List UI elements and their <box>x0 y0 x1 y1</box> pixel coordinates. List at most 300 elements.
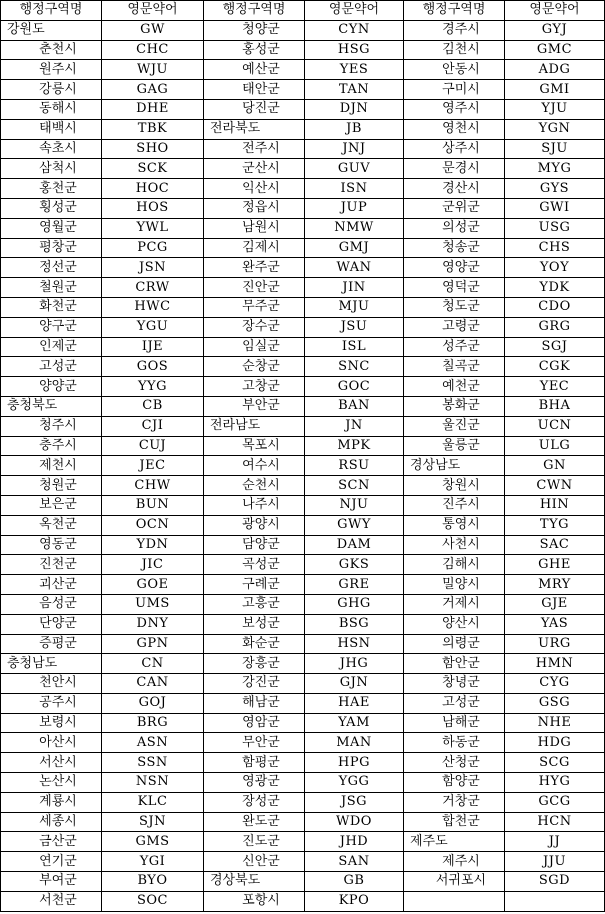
region-code-cell: HWC <box>102 297 204 317</box>
region-code-cell: IJE <box>102 337 204 357</box>
table-row <box>1 436 605 456</box>
region-name-cell: 평창군 <box>1 238 102 258</box>
table-row <box>1 891 605 911</box>
region-code-cell: BAN <box>305 396 404 416</box>
table-row <box>1 832 605 852</box>
region-name-cell: 연기군 <box>1 852 102 872</box>
table-row <box>1 575 605 595</box>
region-code-cell: SAC <box>505 535 605 555</box>
table-row <box>1 773 605 793</box>
region-code-cell: SCG <box>505 753 605 773</box>
region-name-cell: 보은군 <box>1 495 102 515</box>
region-name-cell: 삼척시 <box>1 159 102 179</box>
region-name-cell: 고창군 <box>204 377 305 397</box>
region-code-cell: GYJ <box>505 20 605 40</box>
region-code-cell: MAN <box>305 733 404 753</box>
region-code-cell: UCN <box>505 416 605 436</box>
region-name-cell: 무안군 <box>204 733 305 753</box>
region-code-cell: ADG <box>505 60 605 80</box>
region-code-cell: RSU <box>305 456 404 476</box>
region-code-cell: HPG <box>305 753 404 773</box>
region-name-cell: 충주시 <box>1 436 102 456</box>
province-code-cell: GW <box>102 20 204 40</box>
region-code-cell: NMW <box>305 218 404 238</box>
region-name-cell: 화순군 <box>204 634 305 654</box>
region-code-cell: GOE <box>102 575 204 595</box>
region-code-cell: HAE <box>305 693 404 713</box>
region-name-cell: 성주군 <box>404 337 505 357</box>
region-name-cell: 원주시 <box>1 60 102 80</box>
region-name-cell: 광양시 <box>204 515 305 535</box>
region-name-cell: 영덕군 <box>404 278 505 298</box>
region-name-cell: 동해시 <box>1 99 102 119</box>
region-code-cell: GCG <box>505 792 605 812</box>
region-name-cell: 장수군 <box>204 317 305 337</box>
region-name-cell: 횡성군 <box>1 198 102 218</box>
region-name-cell: 강릉시 <box>1 80 102 100</box>
region-name-cell: 의령군 <box>404 634 505 654</box>
region-name-cell: 영동군 <box>1 535 102 555</box>
header-region-name-3: 행정구역명 <box>404 1 505 21</box>
region-name-cell: 울진군 <box>404 416 505 436</box>
region-code-cell: GMJ <box>305 238 404 258</box>
region-name-cell: 공주시 <box>1 693 102 713</box>
region-code-cell: CHS <box>505 238 605 258</box>
region-code-cell: URG <box>505 634 605 654</box>
region-code-cell: CRW <box>102 278 204 298</box>
region-code-cell: YGU <box>102 317 204 337</box>
region-code-cell: MJU <box>305 297 404 317</box>
region-name-cell: 구미시 <box>404 80 505 100</box>
table-row <box>1 713 605 733</box>
region-code-cell: BUN <box>102 495 204 515</box>
region-code-cell: GPN <box>102 634 204 654</box>
region-name-cell: 창녕군 <box>404 674 505 694</box>
region-code-cell: HMN <box>505 654 605 674</box>
region-code-cell: SSN <box>102 753 204 773</box>
header-region-name-1: 행정구역명 <box>1 1 102 21</box>
table-row <box>1 654 605 674</box>
region-name-cell: 신안군 <box>204 852 305 872</box>
region-name-cell: 진도군 <box>204 832 305 852</box>
region-code-cell: NHE <box>505 713 605 733</box>
region-code-cell: GOC <box>305 377 404 397</box>
table-row <box>1 198 605 218</box>
region-name-cell: 남원시 <box>204 218 305 238</box>
region-name-cell: 나주시 <box>204 495 305 515</box>
region-code-cell: MPK <box>305 436 404 456</box>
region-name-cell: 진안군 <box>204 278 305 298</box>
header-region-name-2: 행정구역명 <box>204 1 305 21</box>
region-code-cell: HSG <box>305 40 404 60</box>
region-name-cell: 울릉군 <box>404 436 505 456</box>
region-name-cell: 고령군 <box>404 317 505 337</box>
table-row <box>1 872 605 892</box>
table-row <box>1 614 605 634</box>
region-name-cell: 정읍시 <box>204 198 305 218</box>
region-code-cell: JHD <box>305 832 404 852</box>
region-code-cell: CHW <box>102 476 204 496</box>
region-code-cell: ISL <box>305 337 404 357</box>
region-code-cell: CHC <box>102 40 204 60</box>
region-name-cell: 청도군 <box>404 297 505 317</box>
region-code-cell: JSN <box>102 258 204 278</box>
table-row <box>1 396 605 416</box>
region-code-cell: GYS <box>505 179 605 199</box>
region-code-cell: UMS <box>102 594 204 614</box>
table-row <box>1 456 605 476</box>
region-code-cell: CAN <box>102 674 204 694</box>
region-name-cell: 고흥군 <box>204 594 305 614</box>
table-row <box>1 555 605 575</box>
region-code-cell: HDG <box>505 733 605 753</box>
region-name-cell: 진천군 <box>1 555 102 575</box>
region-name-cell: 의성군 <box>404 218 505 238</box>
region-name-cell: 김해시 <box>404 555 505 575</box>
region-code-cell: YDN <box>102 535 204 555</box>
region-name-cell: 아산시 <box>1 733 102 753</box>
region-name-cell: 봉화군 <box>404 396 505 416</box>
region-code-cell: DJN <box>305 99 404 119</box>
region-name-cell: 전주시 <box>204 139 305 159</box>
region-name-cell: 합천군 <box>404 812 505 832</box>
region-name-cell: 익산시 <box>204 179 305 199</box>
region-code-cell: TBK <box>102 119 204 139</box>
province-code-cell: GB <box>305 872 404 892</box>
region-code-cell: GWY <box>305 515 404 535</box>
region-code-cell: YDK <box>505 278 605 298</box>
region-code-cell: HCN <box>505 812 605 832</box>
region-code-cell: CGK <box>505 357 605 377</box>
region-code-cell: JEC <box>102 456 204 476</box>
region-name-cell: 장흥군 <box>204 654 305 674</box>
region-name-cell: 김천시 <box>404 40 505 60</box>
region-code-cell: YGG <box>305 773 404 793</box>
region-code-cell: JSG <box>305 792 404 812</box>
region-code-cell: DNY <box>102 614 204 634</box>
province-code-cell: GN <box>505 456 605 476</box>
region-code-cell: CJI <box>102 416 204 436</box>
region-code-cell: CUJ <box>102 436 204 456</box>
region-name-cell: 진주시 <box>404 495 505 515</box>
table-row <box>1 60 605 80</box>
region-name-cell: 산청군 <box>404 753 505 773</box>
region-code-cell: MRY <box>505 575 605 595</box>
region-name-cell: 문경시 <box>404 159 505 179</box>
region-name-cell: 부안군 <box>204 396 305 416</box>
region-name-cell: 예산군 <box>204 60 305 80</box>
region-name-cell: 사천시 <box>404 535 505 555</box>
table-row <box>1 20 605 40</box>
region-name-cell: 속초시 <box>1 139 102 159</box>
region-code-cell: SCK <box>102 159 204 179</box>
region-name-cell: 김제시 <box>204 238 305 258</box>
region-code-cell: GJN <box>305 674 404 694</box>
region-code-cell: SHO <box>102 139 204 159</box>
province-name-cell: 전라남도 <box>204 416 305 436</box>
region-code-cell: YWL <box>102 218 204 238</box>
region-name-cell: 상주시 <box>404 139 505 159</box>
region-code-cell: JSU <box>305 317 404 337</box>
region-code-cell: JIN <box>305 278 404 298</box>
region-name-cell: 영양군 <box>404 258 505 278</box>
table-row <box>1 317 605 337</box>
region-name-cell: 부여군 <box>1 872 102 892</box>
region-name-cell: 영월군 <box>1 218 102 238</box>
region-code-cell: GRG <box>505 317 605 337</box>
region-code-cell: ULG <box>505 436 605 456</box>
region-code-cell: GMI <box>505 80 605 100</box>
table-row <box>1 99 605 119</box>
table-row <box>1 535 605 555</box>
region-name-cell: 통영시 <box>404 515 505 535</box>
region-name-cell: 영주시 <box>404 99 505 119</box>
region-name-cell: 함평군 <box>204 753 305 773</box>
region-name-cell: 철원군 <box>1 278 102 298</box>
region-code-cell: HSN <box>305 634 404 654</box>
region-code-cell: CYG <box>505 674 605 694</box>
region-code-cell: USG <box>505 218 605 238</box>
region-name-cell: 군산시 <box>204 159 305 179</box>
table-row <box>1 297 605 317</box>
table-row <box>1 495 605 515</box>
region-name-cell: 남해군 <box>404 713 505 733</box>
table-row <box>1 238 605 258</box>
region-name-cell: 하동군 <box>404 733 505 753</box>
region-code-cell: WAN <box>305 258 404 278</box>
region-code-cell: JNJ <box>305 139 404 159</box>
province-code-cell: JN <box>305 416 404 436</box>
region-name-cell: 태백시 <box>1 119 102 139</box>
region-code-cell: BRG <box>102 713 204 733</box>
table-row <box>1 416 605 436</box>
table-row <box>1 278 605 298</box>
region-code-cell: HOC <box>102 179 204 199</box>
region-name-cell: 구례군 <box>204 575 305 595</box>
region-code-cell: ISN <box>305 179 404 199</box>
province-code-cell: CN <box>102 654 204 674</box>
region-code-cell: MYG <box>505 159 605 179</box>
province-name-cell: 강원도 <box>1 20 102 40</box>
region-code-cell: GOS <box>102 357 204 377</box>
table-row <box>1 852 605 872</box>
region-name-cell: 서천군 <box>1 891 102 911</box>
table-row <box>1 337 605 357</box>
table-row <box>1 753 605 773</box>
region-code-cell: BSG <box>305 614 404 634</box>
region-name-cell: 함양군 <box>404 773 505 793</box>
region-name-cell: 양산시 <box>404 614 505 634</box>
table-row <box>1 139 605 159</box>
region-name-cell: 창원시 <box>404 476 505 496</box>
region-name-cell: 안동시 <box>404 60 505 80</box>
province-name-cell: 경상북도 <box>204 872 305 892</box>
region-name-cell: 인제군 <box>1 337 102 357</box>
region-name-cell: 완도군 <box>204 812 305 832</box>
region-code-cell: SOC <box>102 891 204 911</box>
region-name-cell: 경주시 <box>404 20 505 40</box>
region-name-cell: 예천군 <box>404 377 505 397</box>
header-row <box>1 1 605 21</box>
region-code-cell: YES <box>305 60 404 80</box>
region-name-cell: 임실군 <box>204 337 305 357</box>
table-row <box>1 159 605 179</box>
region-name-cell: 화천군 <box>1 297 102 317</box>
region-name-cell: 천안시 <box>1 674 102 694</box>
region-code-cell: SJN <box>102 812 204 832</box>
region-code-cell: YAS <box>505 614 605 634</box>
region-name-cell: 청원군 <box>1 476 102 496</box>
table-row <box>1 218 605 238</box>
region-name-cell: 담양군 <box>204 535 305 555</box>
region-name-cell: 정선군 <box>1 258 102 278</box>
region-name-cell: 고성군 <box>1 357 102 377</box>
region-name-cell: 계룡시 <box>1 792 102 812</box>
region-name-cell: 청양군 <box>204 20 305 40</box>
region-name-cell: 청주시 <box>1 416 102 436</box>
table-row <box>1 515 605 535</box>
region-code-cell: GAG <box>102 80 204 100</box>
region-name-cell: 제주시 <box>404 852 505 872</box>
region-code-cell: GHG <box>305 594 404 614</box>
region-code-cell: GSG <box>505 693 605 713</box>
region-name-cell: 밀양시 <box>404 575 505 595</box>
region-name-cell: 보성군 <box>204 614 305 634</box>
region-name-cell: 거제시 <box>404 594 505 614</box>
region-name-cell: 홍성군 <box>204 40 305 60</box>
region-name-cell: 논산시 <box>1 773 102 793</box>
region-name-cell: 거창군 <box>404 792 505 812</box>
province-code-cell: CB <box>102 396 204 416</box>
region-code-cell: YOY <box>505 258 605 278</box>
region-name-cell: 순창군 <box>204 357 305 377</box>
region-name-cell <box>404 891 505 911</box>
region-name-cell: 강진군 <box>204 674 305 694</box>
region-name-cell: 양양군 <box>1 377 102 397</box>
region-code-cell: WDO <box>305 812 404 832</box>
region-name-cell: 양구군 <box>1 317 102 337</box>
region-name-cell: 당진군 <box>204 99 305 119</box>
region-code-cell: SCN <box>305 476 404 496</box>
table-row <box>1 733 605 753</box>
region-code-cell: GOJ <box>102 693 204 713</box>
region-name-cell: 장성군 <box>204 792 305 812</box>
region-code-cell: TAN <box>305 80 404 100</box>
region-code-cell: GRE <box>305 575 404 595</box>
region-code-cell: YGN <box>505 119 605 139</box>
region-code-cell: KPO <box>305 891 404 911</box>
region-name-cell: 완주군 <box>204 258 305 278</box>
table-row <box>1 634 605 654</box>
region-code-cell: YGI <box>102 852 204 872</box>
region-code-cell: NJU <box>305 495 404 515</box>
region-name-cell: 여수시 <box>204 456 305 476</box>
table-row <box>1 792 605 812</box>
region-name-cell: 서산시 <box>1 753 102 773</box>
table-row <box>1 119 605 139</box>
region-code-cell: SNC <box>305 357 404 377</box>
table-row <box>1 594 605 614</box>
region-code-cell: SGJ <box>505 337 605 357</box>
region-code-cell: GJE <box>505 594 605 614</box>
region-code-cell: SJU <box>505 139 605 159</box>
region-code-cell: ASN <box>102 733 204 753</box>
region-code-cell: BYO <box>102 872 204 892</box>
header-english-code-2: 영문약어 <box>305 1 404 21</box>
region-name-cell: 음성군 <box>1 594 102 614</box>
region-name-cell: 순천시 <box>204 476 305 496</box>
region-name-cell: 목포시 <box>204 436 305 456</box>
table-row <box>1 357 605 377</box>
table-row <box>1 258 605 278</box>
region-code-cell: JJU <box>505 852 605 872</box>
region-name-cell: 괴산군 <box>1 575 102 595</box>
region-code-cell: YYG <box>102 377 204 397</box>
region-name-cell: 무주군 <box>204 297 305 317</box>
region-code-cell: GHE <box>505 555 605 575</box>
region-name-cell: 군위군 <box>404 198 505 218</box>
region-name-cell: 태안군 <box>204 80 305 100</box>
table-row <box>1 812 605 832</box>
header-english-code-1: 영문약어 <box>102 1 204 21</box>
region-name-cell: 경산시 <box>404 179 505 199</box>
region-name-cell: 영암군 <box>204 713 305 733</box>
province-code-cell: JJ <box>505 832 605 852</box>
region-name-cell: 홍천군 <box>1 179 102 199</box>
region-name-cell: 고성군 <box>404 693 505 713</box>
region-code-cell: HYG <box>505 773 605 793</box>
region-name-cell: 곡성군 <box>204 555 305 575</box>
region-code-cell: YEC <box>505 377 605 397</box>
table-row <box>1 377 605 397</box>
region-code-cell: GUV <box>305 159 404 179</box>
region-name-cell: 영천시 <box>404 119 505 139</box>
region-code-cell: CWN <box>505 476 605 496</box>
province-name-cell: 경상남도 <box>404 456 505 476</box>
region-code-cell: JIC <box>102 555 204 575</box>
region-code-cell: WJU <box>102 60 204 80</box>
table-row <box>1 40 605 60</box>
province-name-cell: 충청남도 <box>1 654 102 674</box>
region-code-cell: GMS <box>102 832 204 852</box>
region-name-cell: 금산군 <box>1 832 102 852</box>
table-row <box>1 674 605 694</box>
table-row <box>1 80 605 100</box>
table-row <box>1 476 605 496</box>
region-name-cell: 보령시 <box>1 713 102 733</box>
province-name-cell: 충청북도 <box>1 396 102 416</box>
region-code-cell: KLC <box>102 792 204 812</box>
region-name-cell: 함안군 <box>404 654 505 674</box>
region-name-cell: 춘천시 <box>1 40 102 60</box>
region-code-cell: PCG <box>102 238 204 258</box>
region-code-cell: GKS <box>305 555 404 575</box>
region-code-cell: JHG <box>305 654 404 674</box>
region-code-cell: YJU <box>505 99 605 119</box>
region-name-cell: 청송군 <box>404 238 505 258</box>
region-code-cell: GWI <box>505 198 605 218</box>
region-name-cell: 제천시 <box>1 456 102 476</box>
region-code-cell: SAN <box>305 852 404 872</box>
region-code-cell: YAM <box>305 713 404 733</box>
table-body <box>1 20 605 911</box>
region-code-cell: GMC <box>505 40 605 60</box>
province-name-cell: 전라북도 <box>204 119 305 139</box>
region-name-cell: 단양군 <box>1 614 102 634</box>
region-name-cell: 증평군 <box>1 634 102 654</box>
province-code-cell: JB <box>305 119 404 139</box>
province-name-cell: 제주도 <box>404 832 505 852</box>
